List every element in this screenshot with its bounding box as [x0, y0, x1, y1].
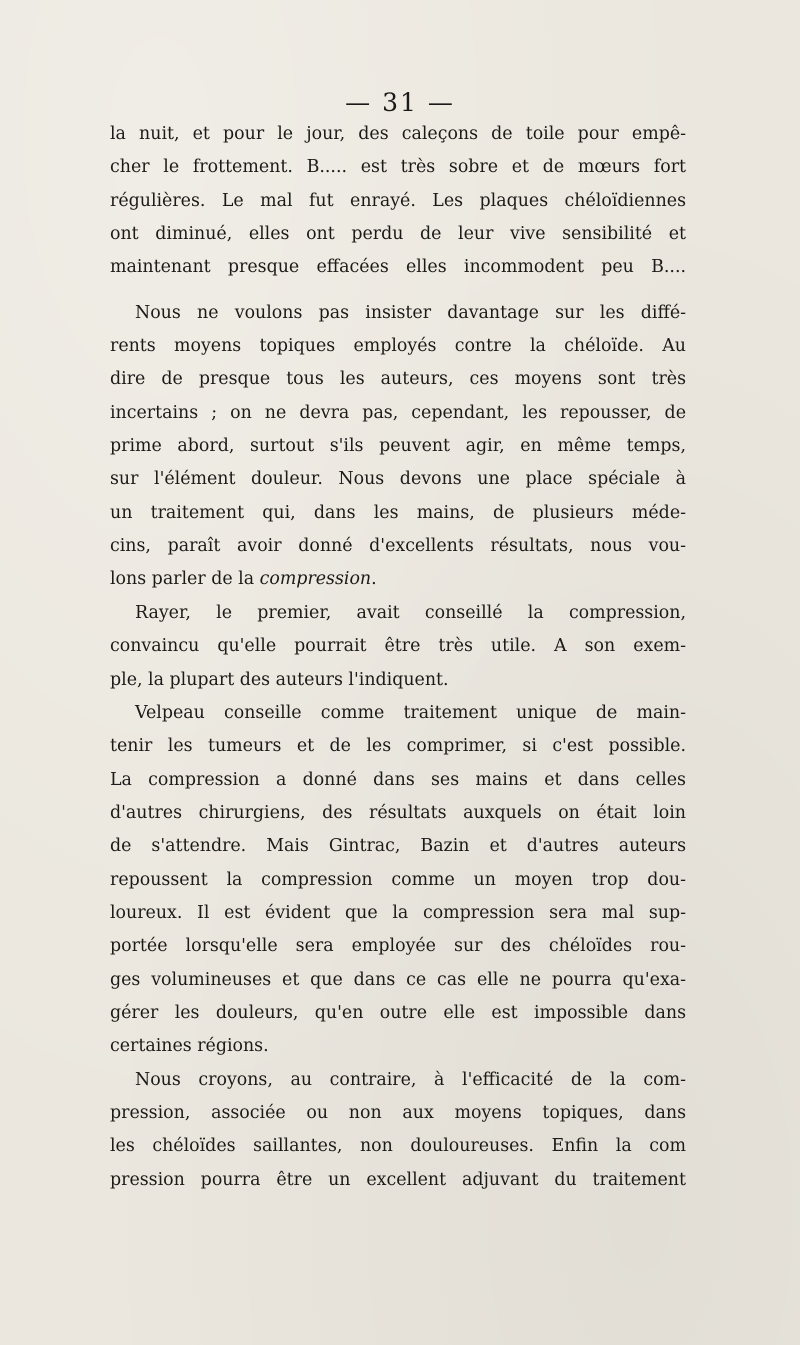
text-line: portée lorsqu'elle sera employée sur des chéloïdes rou- — [110, 936, 686, 957]
text-line: incertains ; on ne devra pas, cependant, les repousser, de — [110, 402, 686, 423]
text-line: pression, associée ou non aux moyens topiques, dans — [110, 1102, 686, 1123]
text-line: cher le frottement. B..... est très sobre et de mœurs fort — [110, 157, 686, 178]
text-line: convaincu qu'elle pourrait être très utile. A son exem- — [110, 636, 686, 657]
text-line: de s'attendre. Mais Gintrac, Bazin et d'autres auteurs — [110, 836, 686, 857]
page-number: — 31 — — [345, 88, 455, 117]
text-line: prime abord, surtout s'ils peuvent agir, en même temps, — [110, 436, 686, 457]
paragraph — [110, 297, 686, 597]
paragraph — [110, 1064, 686, 1197]
text-line: ple, la plupart des auteurs l'indiquent. — [110, 669, 449, 690]
text-line: pression pourra être un excellent adjuvant du traitement — [110, 1169, 686, 1190]
text-line: Rayer, le premier, avait conseillé la compression, — [135, 602, 686, 623]
text-line: rents moyens topiques employés contre la chéloïde. Au — [110, 336, 686, 357]
text-line: Nous croyons, au contraire, à l'efficacité de la com- — [135, 1069, 686, 1090]
text-line: tenir les tumeurs et de les comprimer, si c'est possible. — [110, 736, 686, 757]
text-line: cins, paraît avoir donné d'excellents résultats, nous vou- — [110, 536, 686, 557]
text-line: les chéloïdes saillantes, non douloureuses. Enfin la com — [110, 1136, 686, 1157]
text-line: sur l'élément douleur. Nous devons une place spéciale à — [110, 469, 686, 490]
text-line: La compression a donné dans ses mains et dans celles — [110, 769, 686, 790]
text-line: certaines régions. — [110, 1036, 269, 1057]
text-line: Nous ne voulons pas insister davantage sur les diffé- — [135, 302, 686, 323]
paragraph — [110, 118, 686, 285]
text-line: gérer les douleurs, qu'en outre elle est impossible dans — [110, 1002, 686, 1023]
text-line: la nuit, et pour le jour, des caleçons de toile pour empê- — [110, 124, 686, 144]
paragraph — [110, 597, 686, 697]
text-line: ont diminué, elles ont perdu de leur vive sensibilité et — [110, 224, 686, 245]
text-line: d'autres chirurgiens, des résultats auxquels on était loin — [110, 802, 686, 823]
text-line: ges volumineuses et que dans ce cas elle ne pourra qu'exa- — [110, 969, 686, 990]
text-line: loureux. Il est évident que la compression sera mal sup- — [110, 902, 686, 923]
text-line: repoussent la compression comme un moyen trop dou- — [110, 869, 686, 890]
paragraph — [110, 697, 686, 1064]
text-line: un traitement qui, dans les mains, de plusieurs méde- — [110, 502, 686, 523]
text-line: maintenant presque effacées elles incommodent peu B.... — [110, 257, 686, 278]
text-line: lons parler de la compression. — [110, 569, 377, 590]
text-line: dire de presque tous les auteurs, ces moyens sont très — [110, 369, 686, 390]
body-text — [110, 118, 686, 1197]
text-line: régulières. Le mal fut enrayé. Les plaques chéloïdiennes — [110, 190, 686, 211]
text-line: Velpeau conseille comme traitement unique de main- — [135, 702, 686, 723]
